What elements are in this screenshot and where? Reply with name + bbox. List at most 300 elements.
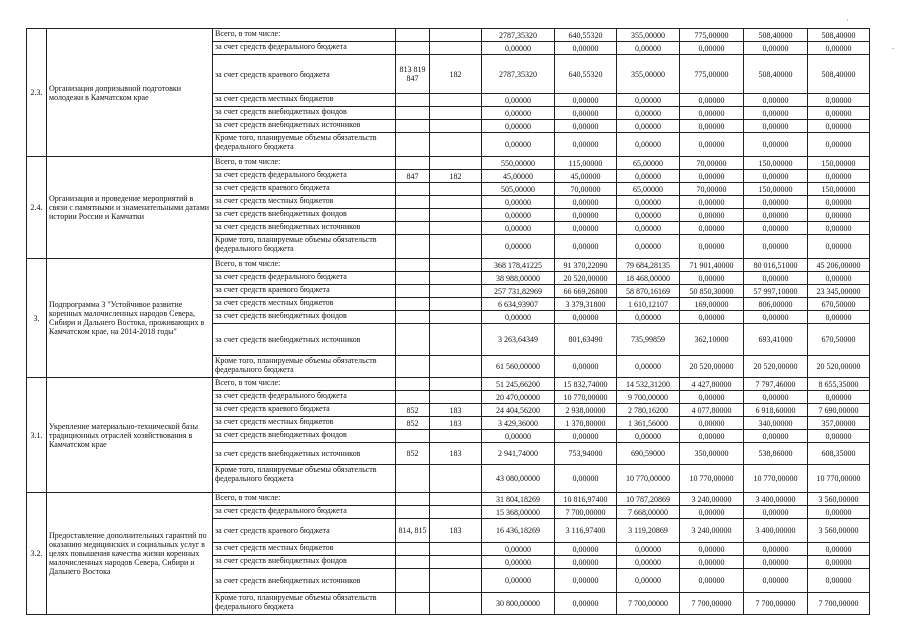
row-label: за счет средств внебюджетных фондов <box>213 430 396 443</box>
ministry-code: 852 <box>396 443 430 465</box>
amount-cell: 0,00000 <box>808 42 870 55</box>
ministry-code <box>396 378 430 391</box>
amount-cell: 10 770,00000 <box>617 465 680 493</box>
row-label: за счет средств местных бюджетов <box>213 417 396 430</box>
section-code <box>430 183 482 196</box>
row-label: за счет средств внебюджетных фондов <box>213 556 396 569</box>
amount-cell: 0,00000 <box>555 569 617 593</box>
amount-cell: 150,00000 <box>744 183 808 196</box>
budget-table-body <box>27 29 870 615</box>
ministry-code <box>396 324 430 356</box>
section-code <box>430 391 482 404</box>
section-number: 3.1. <box>27 378 47 493</box>
amount-cell: 0,00000 <box>555 430 617 443</box>
section-code <box>430 107 482 120</box>
section-code <box>430 133 482 157</box>
amount-cell: 508,40000 <box>808 29 870 42</box>
amount-cell: 0,00000 <box>680 556 744 569</box>
ministry-code <box>396 430 430 443</box>
amount-cell: 0,00000 <box>555 222 617 235</box>
amount-cell: 0,00000 <box>680 196 744 209</box>
amount-cell: 0,00000 <box>482 235 555 259</box>
amount-cell: 80 016,51000 <box>744 259 808 272</box>
row-label: за счет средств федерального бюджета <box>213 506 396 519</box>
ministry-code <box>396 465 430 493</box>
amount-cell: 7 700,00000 <box>555 506 617 519</box>
amount-cell: 24 404,56200 <box>482 404 555 417</box>
amount-cell: 15 368,00000 <box>482 506 555 519</box>
amount-cell: 3 240,00000 <box>680 519 744 543</box>
amount-cell: 0,00000 <box>808 430 870 443</box>
amount-cell: 0,00000 <box>555 235 617 259</box>
row-label: Кроме того, планируемые объемы обязательств федерального бюджета <box>213 133 396 157</box>
amount-cell: 0,00000 <box>744 272 808 285</box>
amount-cell: 340,00000 <box>744 417 808 430</box>
row-label: Всего, в том числе: <box>213 157 396 170</box>
amount-cell: 0,00000 <box>555 465 617 493</box>
amount-cell: 0,00000 <box>808 94 870 107</box>
amount-cell: 0,00000 <box>555 356 617 378</box>
amount-cell: 0,00000 <box>617 170 680 183</box>
amount-cell: 91 370,22090 <box>555 259 617 272</box>
amount-cell: 508,40000 <box>744 55 808 94</box>
row-label: за счет средств внебюджетных фондов <box>213 311 396 324</box>
row-label: за счет средств федерального бюджета <box>213 272 396 285</box>
amount-cell: 4 427,80000 <box>680 378 744 391</box>
row-label: за счет средств краевого бюджета <box>213 404 396 417</box>
section-code: 183 <box>430 417 482 430</box>
section-code <box>430 285 482 298</box>
row-label: Кроме того, планируемые объемы обязательств федерального бюджета <box>213 356 396 378</box>
amount-cell: 7 700,00000 <box>808 593 870 615</box>
amount-cell: 2 938,00000 <box>555 404 617 417</box>
amount-cell: 10 770,00000 <box>744 465 808 493</box>
ministry-code: 814, 815 <box>396 519 430 543</box>
ministry-code <box>396 107 430 120</box>
amount-cell: 0,00000 <box>482 107 555 120</box>
table-row <box>27 29 870 42</box>
section-code <box>430 298 482 311</box>
row-label: Кроме того, планируемые объемы обязательств федерального бюджета <box>213 465 396 493</box>
amount-cell: 150,00000 <box>808 183 870 196</box>
amount-cell: 0,00000 <box>808 107 870 120</box>
table-row <box>27 259 870 272</box>
amount-cell: 0,00000 <box>744 120 808 133</box>
section-title: Предоставление дополнительных гарантий по оказанию медицинских и социальных услуг в целях повышения качества жизни коренных малочисленных народов Севера, Сибири и Дальнего Востока <box>47 493 213 615</box>
amount-cell: 0,00000 <box>808 120 870 133</box>
amount-cell: 7 668,00000 <box>617 506 680 519</box>
budget-table <box>26 28 870 615</box>
row-label: за счет средств местных бюджетов <box>213 94 396 107</box>
amount-cell: 355,00000 <box>617 29 680 42</box>
amount-cell: 0,00000 <box>680 42 744 55</box>
section-code <box>430 42 482 55</box>
amount-cell: 0,00000 <box>555 593 617 615</box>
ministry-code <box>396 235 430 259</box>
amount-cell: 0,00000 <box>680 170 744 183</box>
amount-cell: 3 240,00000 <box>680 493 744 506</box>
amount-cell: 18 468,00000 <box>617 272 680 285</box>
amount-cell: 0,00000 <box>680 209 744 222</box>
amount-cell: 6 918,60000 <box>744 404 808 417</box>
amount-cell: 58 870,16169 <box>617 285 680 298</box>
amount-cell: 3 116,97400 <box>555 519 617 543</box>
amount-cell: 0,00000 <box>680 391 744 404</box>
amount-cell: 8 655,35000 <box>808 378 870 391</box>
ministry-code <box>396 157 430 170</box>
amount-cell: 0,00000 <box>680 107 744 120</box>
amount-cell: 150,00000 <box>744 157 808 170</box>
amount-cell: 61 560,00000 <box>482 356 555 378</box>
amount-cell: 16 436,18269 <box>482 519 555 543</box>
amount-cell: 3 429,36000 <box>482 417 555 430</box>
amount-cell: 79 684,28135 <box>617 259 680 272</box>
amount-cell: 0,00000 <box>744 222 808 235</box>
amount-cell: 693,41000 <box>744 324 808 356</box>
amount-cell: 0,00000 <box>808 133 870 157</box>
section-code <box>430 29 482 42</box>
amount-cell: 0,00000 <box>555 120 617 133</box>
amount-cell: 505,00000 <box>482 183 555 196</box>
ministry-code <box>396 272 430 285</box>
row-label: за счет средств местных бюджетов <box>213 298 396 311</box>
amount-cell: 640,55320 <box>555 55 617 94</box>
corner-mark: ˙ <box>846 18 849 28</box>
section-code <box>430 157 482 170</box>
amount-cell: 0,00000 <box>482 209 555 222</box>
amount-cell: 1 370,80000 <box>555 417 617 430</box>
amount-cell: 115,00000 <box>555 157 617 170</box>
amount-cell: 45 206,00000 <box>808 259 870 272</box>
row-label: за счет средств внебюджетных источников <box>213 569 396 593</box>
amount-cell: 10 770,00000 <box>680 465 744 493</box>
amount-cell: 0,00000 <box>744 430 808 443</box>
ministry-code: 852 <box>396 417 430 430</box>
amount-cell: 0,00000 <box>744 42 808 55</box>
amount-cell: 0,00000 <box>744 556 808 569</box>
amount-cell: 0,00000 <box>617 133 680 157</box>
amount-cell: 0,00000 <box>808 170 870 183</box>
row-label: за счет средств краевого бюджета <box>213 55 396 94</box>
amount-cell: 362,10000 <box>680 324 744 356</box>
amount-cell: 0,00000 <box>808 196 870 209</box>
amount-cell: 0,00000 <box>482 133 555 157</box>
amount-cell: 45,00000 <box>555 170 617 183</box>
amount-cell: 7 797,46000 <box>744 378 808 391</box>
amount-cell: 670,50000 <box>808 324 870 356</box>
amount-cell: 150,00000 <box>808 157 870 170</box>
amount-cell: 31 804,18269 <box>482 493 555 506</box>
ministry-code <box>396 259 430 272</box>
amount-cell: 0,00000 <box>744 107 808 120</box>
amount-cell: 20 520,00000 <box>555 272 617 285</box>
amount-cell: 538,86000 <box>744 443 808 465</box>
amount-cell: 0,00000 <box>555 107 617 120</box>
amount-cell: 640,55320 <box>555 29 617 42</box>
amount-cell: 0,00000 <box>680 133 744 157</box>
amount-cell: 735,99859 <box>617 324 680 356</box>
amount-cell: 2787,35320 <box>482 29 555 42</box>
amount-cell: 350,00000 <box>680 443 744 465</box>
amount-cell: 2 941,74000 <box>482 443 555 465</box>
amount-cell: 0,00000 <box>482 94 555 107</box>
amount-cell: 0,00000 <box>680 430 744 443</box>
row-label: Всего, в том числе: <box>213 493 396 506</box>
row-label: за счет средств внебюджетных фондов <box>213 107 396 120</box>
amount-cell: 0,00000 <box>744 196 808 209</box>
amount-cell: 0,00000 <box>680 222 744 235</box>
amount-cell: 0,00000 <box>617 430 680 443</box>
amount-cell: 10 816,97400 <box>555 493 617 506</box>
amount-cell: 0,00000 <box>617 235 680 259</box>
amount-cell: 0,00000 <box>680 417 744 430</box>
amount-cell: 801,63490 <box>555 324 617 356</box>
amount-cell: 0,00000 <box>482 430 555 443</box>
amount-cell: 0,00000 <box>482 543 555 556</box>
row-label: за счет средств внебюджетных источников <box>213 120 396 133</box>
amount-cell: 1 361,56000 <box>617 417 680 430</box>
amount-cell: 0,00000 <box>555 42 617 55</box>
amount-cell: 0,00000 <box>617 209 680 222</box>
amount-cell: 0,00000 <box>482 196 555 209</box>
row-label: за счет средств внебюджетных источников <box>213 443 396 465</box>
section-code <box>430 272 482 285</box>
section-code <box>430 506 482 519</box>
amount-cell: 14 532,31200 <box>617 378 680 391</box>
ministry-code <box>396 311 430 324</box>
amount-cell: 20 520,00000 <box>680 356 744 378</box>
amount-cell: 0,00000 <box>744 133 808 157</box>
amount-cell: 0,00000 <box>617 569 680 593</box>
amount-cell: 70,00000 <box>555 183 617 196</box>
amount-cell: 0,00000 <box>680 569 744 593</box>
amount-cell: 670,50000 <box>808 298 870 311</box>
amount-cell: 169,00000 <box>680 298 744 311</box>
row-label: Всего, в том числе: <box>213 29 396 42</box>
amount-cell: 0,00000 <box>744 94 808 107</box>
row-label: за счет средств местных бюджетов <box>213 543 396 556</box>
amount-cell: 0,00000 <box>617 42 680 55</box>
amount-cell: 0,00000 <box>617 196 680 209</box>
amount-cell: 7 700,00000 <box>744 593 808 615</box>
budget-table-container <box>26 28 870 615</box>
amount-cell: 0,00000 <box>680 94 744 107</box>
amount-cell: 0,00000 <box>555 94 617 107</box>
section-number: 2.3. <box>27 29 47 157</box>
amount-cell: 15 832,74000 <box>555 378 617 391</box>
row-label: за счет средств федерального бюджета <box>213 42 396 55</box>
ministry-code <box>396 133 430 157</box>
amount-cell: 65,00000 <box>617 157 680 170</box>
amount-cell: 3 560,00000 <box>808 519 870 543</box>
amount-cell: 71 901,40000 <box>680 259 744 272</box>
amount-cell: 0,00000 <box>555 196 617 209</box>
amount-cell: 0,00000 <box>808 556 870 569</box>
amount-cell: 0,00000 <box>744 543 808 556</box>
amount-cell: 0,00000 <box>808 222 870 235</box>
amount-cell: 9 700,00000 <box>617 391 680 404</box>
amount-cell: 10 770,00000 <box>555 391 617 404</box>
section-code <box>430 493 482 506</box>
ministry-code <box>396 543 430 556</box>
amount-cell: 0,00000 <box>744 569 808 593</box>
ministry-code <box>396 183 430 196</box>
amount-cell: 3 263,64349 <box>482 324 555 356</box>
amount-cell: 3 400,00000 <box>744 519 808 543</box>
ministry-code: 813 819 847 <box>396 55 430 94</box>
section-code <box>430 324 482 356</box>
amount-cell: 0,00000 <box>617 222 680 235</box>
section-code <box>430 378 482 391</box>
amount-cell: 0,00000 <box>744 391 808 404</box>
amount-cell: 70,00000 <box>680 183 744 196</box>
amount-cell: 38 988,00000 <box>482 272 555 285</box>
amount-cell: 0,00000 <box>555 209 617 222</box>
ministry-code <box>396 196 430 209</box>
section-code <box>430 222 482 235</box>
section-code: 182 <box>430 55 482 94</box>
ministry-code <box>396 120 430 133</box>
amount-cell: 0,00000 <box>808 311 870 324</box>
amount-cell: 2787,35320 <box>482 55 555 94</box>
amount-cell: 0,00000 <box>808 235 870 259</box>
amount-cell: 0,00000 <box>617 311 680 324</box>
section-code: 182 <box>430 170 482 183</box>
section-code <box>430 209 482 222</box>
amount-cell: 10 787,20869 <box>617 493 680 506</box>
amount-cell: 7 690,00000 <box>808 404 870 417</box>
amount-cell: 0,00000 <box>482 311 555 324</box>
amount-cell: 30 800,00000 <box>482 593 555 615</box>
section-code <box>430 356 482 378</box>
section-code <box>430 430 482 443</box>
table-row <box>27 378 870 391</box>
amount-cell: 0,00000 <box>680 506 744 519</box>
row-label: Всего, в том числе: <box>213 259 396 272</box>
amount-cell: 0,00000 <box>744 311 808 324</box>
amount-cell: 1 610,12107 <box>617 298 680 311</box>
amount-cell: 0,00000 <box>744 209 808 222</box>
section-code <box>430 259 482 272</box>
ministry-code <box>396 593 430 615</box>
amount-cell: 357,00000 <box>808 417 870 430</box>
ministry-code <box>396 285 430 298</box>
amount-cell: 50 850,30000 <box>680 285 744 298</box>
amount-cell: 775,00000 <box>680 29 744 42</box>
amount-cell: 0,00000 <box>808 272 870 285</box>
section-title: Подпрограмма 3 "Устойчивое развитие коренных малочисленных народов Севера, Сибири и Дальнего Востока, проживающих в Камчатском крае, на 2014-2018 годы" <box>47 259 213 378</box>
amount-cell: 0,00000 <box>808 569 870 593</box>
amount-cell: 0,00000 <box>808 209 870 222</box>
row-label: за счет средств федерального бюджета <box>213 391 396 404</box>
section-code <box>430 235 482 259</box>
ministry-code <box>396 209 430 222</box>
amount-cell: 4 077,80000 <box>680 404 744 417</box>
amount-cell: 0,00000 <box>744 506 808 519</box>
amount-cell: 0,00000 <box>555 133 617 157</box>
section-code <box>430 556 482 569</box>
amount-cell: 0,00000 <box>617 94 680 107</box>
amount-cell: 0,00000 <box>617 543 680 556</box>
amount-cell: 0,00000 <box>744 170 808 183</box>
amount-cell: 257 731,82969 <box>482 285 555 298</box>
amount-cell: 0,00000 <box>808 506 870 519</box>
row-label: Кроме того, планируемые объемы обязательств федерального бюджета <box>213 235 396 259</box>
amount-cell: 6 634,93907 <box>482 298 555 311</box>
section-code <box>430 94 482 107</box>
ministry-code <box>396 222 430 235</box>
amount-cell: 0,00000 <box>808 543 870 556</box>
amount-cell: 45,00000 <box>482 170 555 183</box>
amount-cell: 0,00000 <box>680 311 744 324</box>
amount-cell: 0,00000 <box>680 272 744 285</box>
amount-cell: 20 470,00000 <box>482 391 555 404</box>
ministry-code <box>396 391 430 404</box>
amount-cell: 508,40000 <box>744 29 808 42</box>
row-label: за счет средств краевого бюджета <box>213 285 396 298</box>
amount-cell: 0,00000 <box>617 107 680 120</box>
amount-cell: 753,94000 <box>555 443 617 465</box>
amount-cell: 0,00000 <box>680 120 744 133</box>
ministry-code: 847 <box>396 170 430 183</box>
amount-cell: 0,00000 <box>482 222 555 235</box>
amount-cell: 3 560,00000 <box>808 493 870 506</box>
ministry-code <box>396 356 430 378</box>
section-code <box>430 196 482 209</box>
section-code: 183 <box>430 519 482 543</box>
amount-cell: 690,59000 <box>617 443 680 465</box>
ministry-code <box>396 298 430 311</box>
amount-cell: 0,00000 <box>555 556 617 569</box>
amount-cell: 20 520,00000 <box>744 356 808 378</box>
amount-cell: 550,00000 <box>482 157 555 170</box>
amount-cell: 0,00000 <box>617 120 680 133</box>
row-label: Кроме того, планируемые объемы обязательств федерального бюджета <box>213 593 396 615</box>
amount-cell: 51 245,66200 <box>482 378 555 391</box>
amount-cell: 20 520,00000 <box>808 356 870 378</box>
amount-cell: 2 780,16200 <box>617 404 680 417</box>
ministry-code <box>396 556 430 569</box>
amount-cell: 57 997,10000 <box>744 285 808 298</box>
amount-cell: 0,00000 <box>617 356 680 378</box>
section-title: Организация допризывной подготовки молодежи в Камчатском крае <box>47 29 213 157</box>
table-row <box>27 493 870 506</box>
ministry-code <box>396 29 430 42</box>
ministry-code <box>396 493 430 506</box>
section-code: 183 <box>430 443 482 465</box>
amount-cell: 508,40000 <box>808 55 870 94</box>
amount-cell: 0,00000 <box>482 42 555 55</box>
amount-cell: 65,00000 <box>617 183 680 196</box>
amount-cell: 806,00000 <box>744 298 808 311</box>
table-row <box>27 157 870 170</box>
section-code: 183 <box>430 404 482 417</box>
amount-cell: 0,00000 <box>482 120 555 133</box>
ministry-code <box>396 94 430 107</box>
side-mark: . <box>892 41 895 51</box>
amount-cell: 0,00000 <box>555 543 617 556</box>
row-label: за счет средств внебюджетных источников <box>213 324 396 356</box>
amount-cell: 355,00000 <box>617 55 680 94</box>
amount-cell: 0,00000 <box>482 556 555 569</box>
ministry-code <box>396 42 430 55</box>
section-code <box>430 120 482 133</box>
amount-cell: 23 345,00000 <box>808 285 870 298</box>
amount-cell: 0,00000 <box>808 391 870 404</box>
amount-cell: 0,00000 <box>482 569 555 593</box>
ministry-code <box>396 506 430 519</box>
amount-cell: 43 080,00000 <box>482 465 555 493</box>
